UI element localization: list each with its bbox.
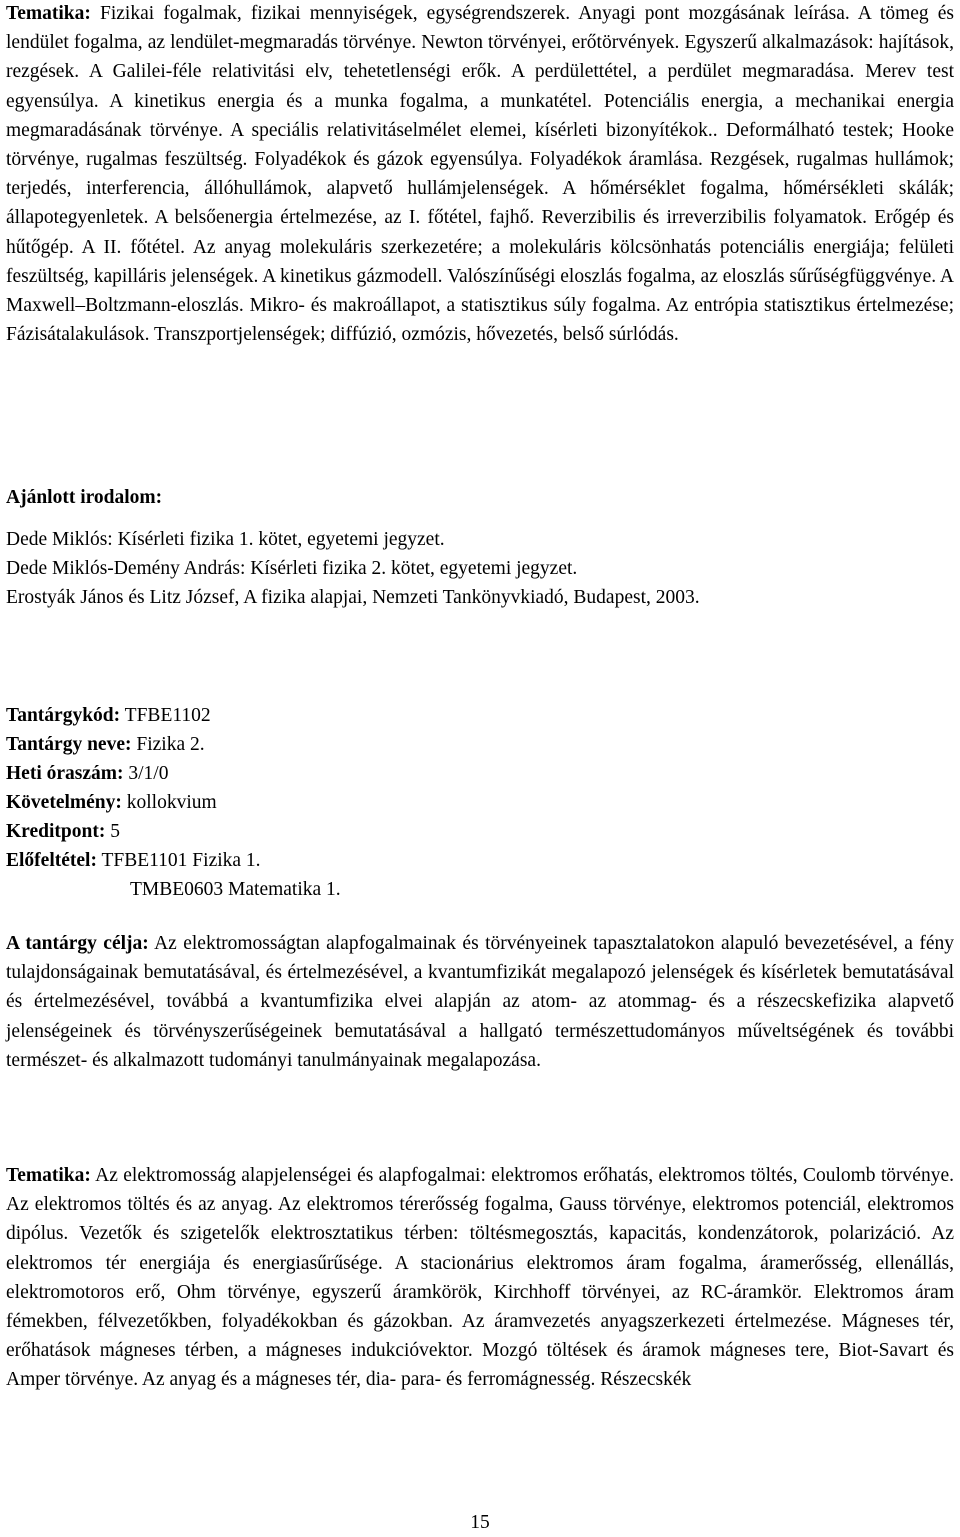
prerequisite-value-2: TMBE0603 Matematika 1. [130, 879, 341, 900]
weekly-hours-line [6, 759, 168, 788]
course-code-label: Tantárgykód: [6, 705, 121, 726]
prerequisite-label: Előfeltétel: [6, 850, 97, 871]
weekly-hours-label: Heti óraszám: [6, 763, 124, 784]
topic-paragraph-2 [6, 1161, 954, 1395]
topic-text-2: Az elektromosság alapjelenségei és alapfogalmai: elektromos erőhatás, elektromos töltés, Coulomb törvénye. Az elektromos töltés és az anyag. Az elektromos térerősség fogalma, Gauss törvénye, elektromos potenciál, elektromos dipólus. Vezetők és szigetelők elektrosztatikus térben: töltésmegosztás, kapacitás, kondenzátorok, polarizáció. Az elektromos tér energiája és energiasűrűsége. A stacionárius elektromos áram fogalma, áramerősség, ellenállás, elektromotoros erő, Ohm törvénye, egyszerű áramkörök, Kirchhoff törvényei, az RC-áramkör. Elektromos áram fémekben, félvezetőkben, folyadékokban és gázokban. Az áramvezetés anyagszerkezeti értelmezése. Mágneses tér, erőhatások mágneses térben, a mágneses indukcióvektor. Mozgó töltések és áramok mágneses tere, Biot-Savart és Amper törvénye. Az anyag és a mágneses tér, dia- para- és ferromágnesség. Részecskék [6, 1165, 954, 1391]
course-name-line [6, 730, 205, 759]
credit-line [6, 817, 120, 846]
goal-paragraph [6, 929, 954, 1075]
topic-paragraph-1 [6, 0, 954, 349]
goal-text: Az elektromosságtan alapfogalmainak és törvényeinek tapasztalatokon alapuló bevezetésével, a fény tulajdonságainak bemutatásával, és értelmezésével, a kvantumfizikát megalapozó jelenségek és kísérletek bemutatásával és értelmezésével, továbbá a kvantumfizika elvei alapján az atom- az atommag- és a részecskefizika alapvető jelenségeinek és törvényszerűségeinek bemutatásával a hallgató természettudományos műveltségének és további természet- és alkalmazott tudományi tanulmányainak megalapozása. [6, 933, 954, 1071]
requirement-line [6, 788, 217, 817]
course-code-value: TFBE1102 [120, 705, 211, 726]
prerequisite-value: TFBE1101 Fizika 1. [96, 850, 261, 871]
course-name-value: Fizika 2. [131, 734, 205, 755]
literature-heading: Ajánlott irodalom: [6, 487, 163, 508]
credit-label: Kreditpont: [6, 821, 106, 842]
literature-item: Erostyák János és Litz József, A fizika alapjai, Nemzeti Tankönyvkiadó, Budapest, 2003. [6, 587, 700, 608]
requirement-label: Követelmény: [6, 792, 122, 813]
topic-label-2: Tematika: [6, 1165, 91, 1186]
goal-label: A tantárgy célja: [6, 933, 149, 954]
credit-value: 5 [105, 821, 120, 842]
page-number: 15 [470, 1512, 490, 1533]
literature-item: Dede Miklós: Kísérleti fizika 1. kötet, egyetemi jegyzet. [6, 529, 445, 550]
topic-text-1: Fizikai fogalmak, fizikai mennyiségek, egységrendszerek. Anyagi pont mozgásának leírása. A tömeg és lendület fogalma, az lendület-megmaradás törvénye. Newton törvényei, erőtörvények. Egyszerű alkalmazások: hajítások, rezgések. A Galilei-féle relativitási elv, tehetetlenségi erők. A perdülettétel, a perdület megmaradása. Merev test egyensúlya. A kinetikus energia és a munka fogalma, a munkatétel. Potenciális energia, a mechanikai energia megmaradásának törvénye. A speciális relativitáselmélet elemei, kísérleti bizonyítékok.. Deformálható testek; Hooke törvénye, rugalmas feszültség. Folyadékok és gázok egyensúlya. Folyadékok áramlása. Rezgések, rugalmas hullámok; terjedés, interferencia, állóhullámok, alapvető hullámjelenségek. A hőmérséklet fogalma, hőmérsékleti skálák; állapotegyenletek. A belsőenergia értelmezése, az I. főtétel, fajhő. Reverzibilis és irreverzibilis folyamatok. Erőgép és hűtőgép. A II. főtétel. Az anyag molekuláris szerkezetére; a molekuláris kölcsönhatás potenciális energiája; felületi feszültség, kapilláris jelenségek. A kinetikus gázmodell. Valószínűségi eloszlás fogalma, az eloszlás sűrűségfüggvénye. A Maxwell–Boltzmann-eloszlás. Mikro- és makroállapot, a statisztikus súly fogalma. Az entrópia statisztikus értelmezése; Fázisátalakulások. Transzportjelenségek; diffúzió, ozmózis, hővezetés, belső súrlódás. [6, 3, 954, 346]
course-name-label: Tantárgy neve: [6, 734, 132, 755]
prerequisite-line [6, 846, 261, 875]
literature-item: Dede Miklós-Demény András: Kísérleti fizika 2. kötet, egyetemi jegyzet. [6, 558, 578, 579]
topic-label-1: Tematika: [6, 3, 91, 24]
requirement-value: kollokvium [121, 792, 217, 813]
weekly-hours-value: 3/1/0 [123, 763, 169, 784]
course-code-line [6, 701, 211, 730]
